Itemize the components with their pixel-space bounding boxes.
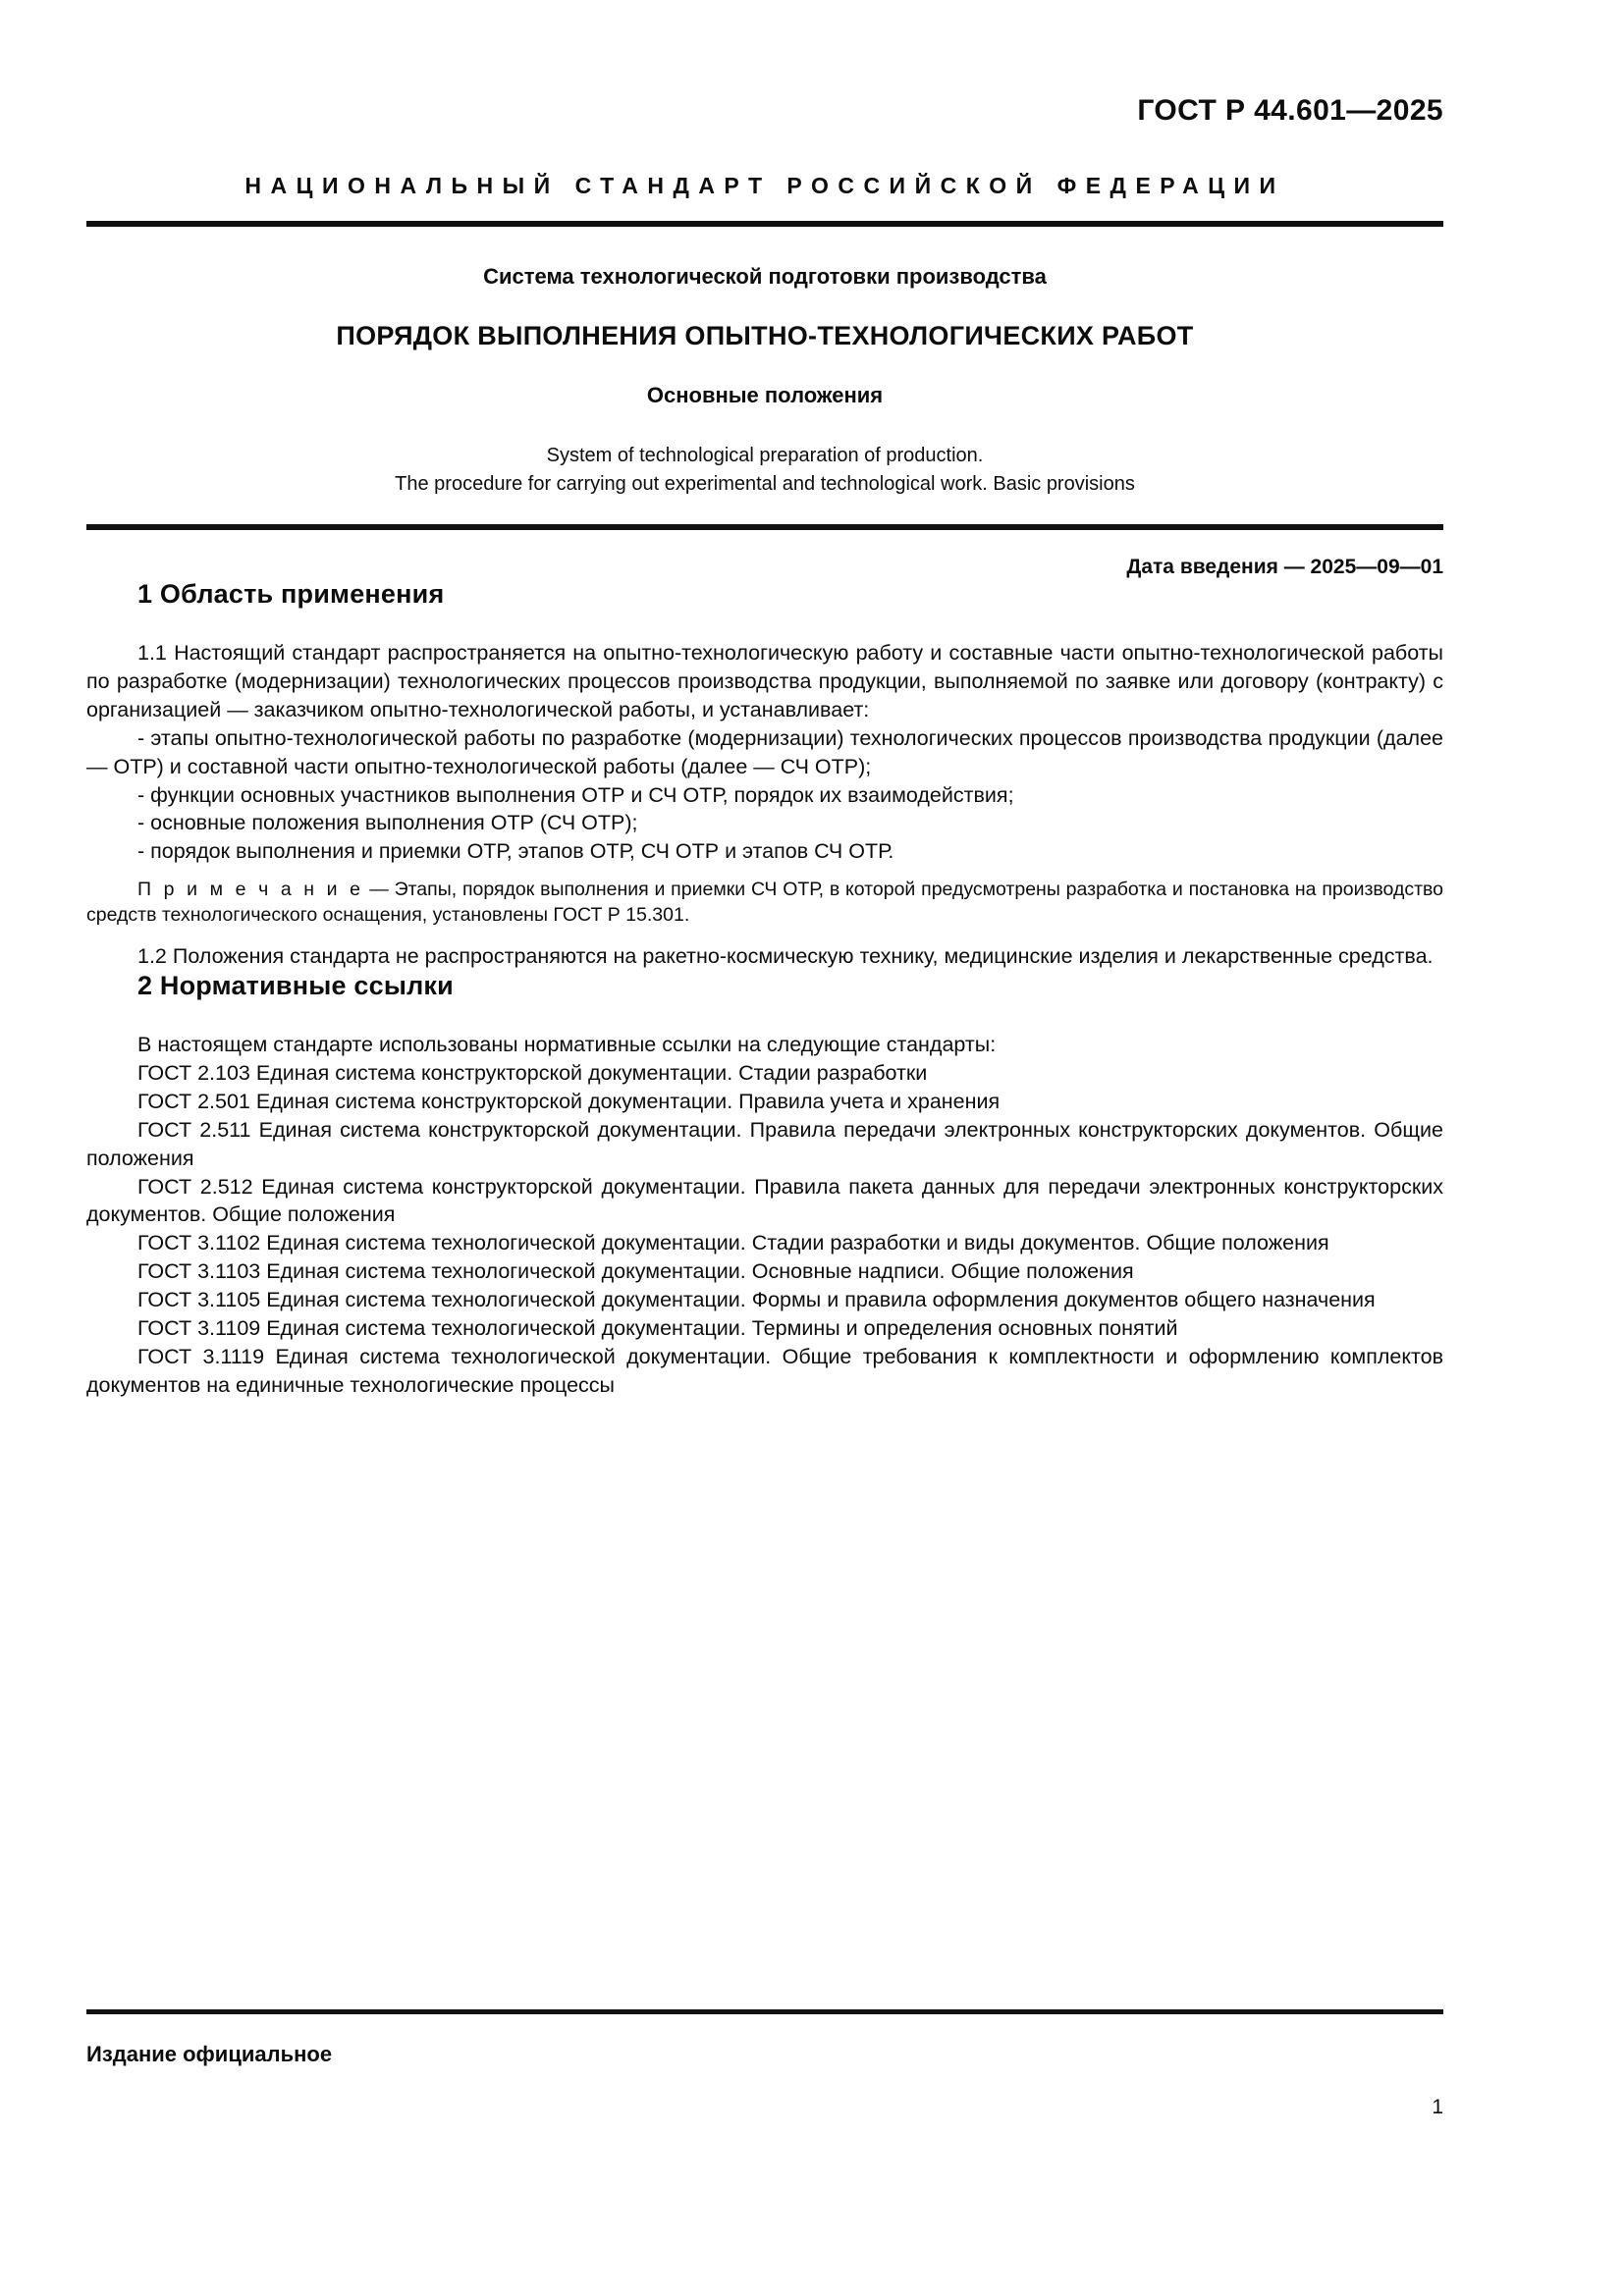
reference-item: ГОСТ 3.1105 Единая система технологической документации. Формы и правила оформления документов общего назначения bbox=[137, 1288, 1376, 1312]
footer-divider-rule bbox=[86, 2009, 1443, 2014]
bullet-item-stages: - этапы опытно-технологической работы по разработке (модернизации) технологических процессов производства продукции (далее — ОТР) и составной части опытно-технологической работы (далее — СЧ ОТР); bbox=[86, 725, 1443, 778]
title-subtitle: Основные положения bbox=[646, 383, 884, 407]
paragraph-1-1: 1.1 Настоящий стандарт распространяется на опытно-технологическую работу и составные части опытно-технологической работы по разработке (модернизации) технологических процессов производства продукции, выполняемой по заявке или договору (контракту) с организацией — заказчиком опытно-технологической работы, и устанавливает: bbox=[86, 641, 1443, 721]
bottom-divider-rule bbox=[86, 524, 1443, 530]
title-english-line-2: The procedure for carrying out experimental and technological work. Basic provisions bbox=[395, 473, 1135, 495]
title-english-block bbox=[86, 442, 1443, 499]
reference-item: ГОСТ 2.103 Единая система конструкторской документации. Стадии разработки bbox=[137, 1060, 928, 1085]
page-number: 1 bbox=[1432, 2096, 1443, 2118]
reference-item: ГОСТ 3.1102 Единая система технологической документации. Стадии разработки и виды документов. Общие положения bbox=[137, 1231, 1329, 1255]
official-edition-label: Издание официальное bbox=[86, 2042, 333, 2066]
page-content bbox=[86, 0, 1443, 1400]
page-footer bbox=[86, 2009, 1443, 2118]
reference-item: ГОСТ 3.1109 Единая система технологической документации. Термины и определения основных понятий bbox=[137, 1316, 1178, 1341]
section-2-intro: В настоящем стандарте использованы нормативные ссылки на следующие стандарты: bbox=[137, 1033, 997, 1056]
bullet-item-order: - порядок выполнения и приемки ОТР, этапов ОТР, СЧ ОТР и этапов СЧ ОТР. bbox=[137, 839, 894, 864]
note-paragraph bbox=[86, 878, 1443, 929]
document-number: ГОСТ Р 44.601—2025 bbox=[1137, 94, 1443, 127]
title-block bbox=[86, 264, 1443, 499]
national-standard-banner: НАЦИОНАЛЬНЫЙ СТАНДАРТ РОССИЙСКОЙ ФЕДЕРАЦИИ bbox=[244, 173, 1285, 198]
bullet-item-functions: - функции основных участников выполнения ОТР и СЧ ОТР, порядок их взаимодействия; bbox=[137, 782, 1014, 807]
bullet-item-provisions: - основные положения выполнения ОТР (СЧ ОТР); bbox=[137, 811, 638, 835]
section-heading-normative-references: 2 Нормативные ссылки bbox=[137, 971, 454, 1000]
introduction-date: Дата введения — 2025—09—01 bbox=[1126, 556, 1443, 578]
note-body: — Этапы, порядок выполнения и приемки СЧ ОТР, в которой предусмотрены разработка и постановка на производство средств технологического оснащения, установлены ГОСТ Р 15.301. bbox=[86, 879, 1444, 927]
section-heading-scope: 1 Область применения bbox=[137, 579, 445, 609]
reference-item: ГОСТ 3.1103 Единая система технологической документации. Основные надписи. Общие положения bbox=[137, 1259, 1134, 1284]
title-system-line: Система технологической подготовки производства bbox=[483, 264, 1047, 289]
note-label: П р и м е ч а н и е bbox=[137, 879, 364, 901]
title-english-line-1: System of technological preparation of production. bbox=[546, 445, 984, 466]
page-title: ПОРЯДОК ВЫПОЛНЕНИЯ ОПЫТНО-ТЕХНОЛОГИЧЕСКИХ РАБОТ bbox=[336, 321, 1194, 350]
reference-item: ГОСТ 2.512 Единая система конструкторской документации. Правила пакета данных для передачи электронных конструкторских документов. Общие положения bbox=[86, 1174, 1443, 1227]
top-divider-rule bbox=[86, 221, 1443, 227]
paragraph-1-2: 1.2 Положения стандарта не распространяются на ракетно-космическую технику, медицинские изделия и лекарственные средства. bbox=[137, 944, 1434, 969]
reference-item: ГОСТ 2.501 Единая система конструкторской документации. Правила учета и хранения bbox=[137, 1089, 1001, 1113]
reference-item: ГОСТ 2.511 Единая система конструкторской документации. Правила передачи электронных конструкторских документов. Общие положения bbox=[86, 1117, 1443, 1170]
reference-item: ГОСТ 3.1119 Единая система технологической документации. Общие требования к комплектности и оформлению комплектов документов на единичные технологические процессы bbox=[86, 1344, 1443, 1397]
